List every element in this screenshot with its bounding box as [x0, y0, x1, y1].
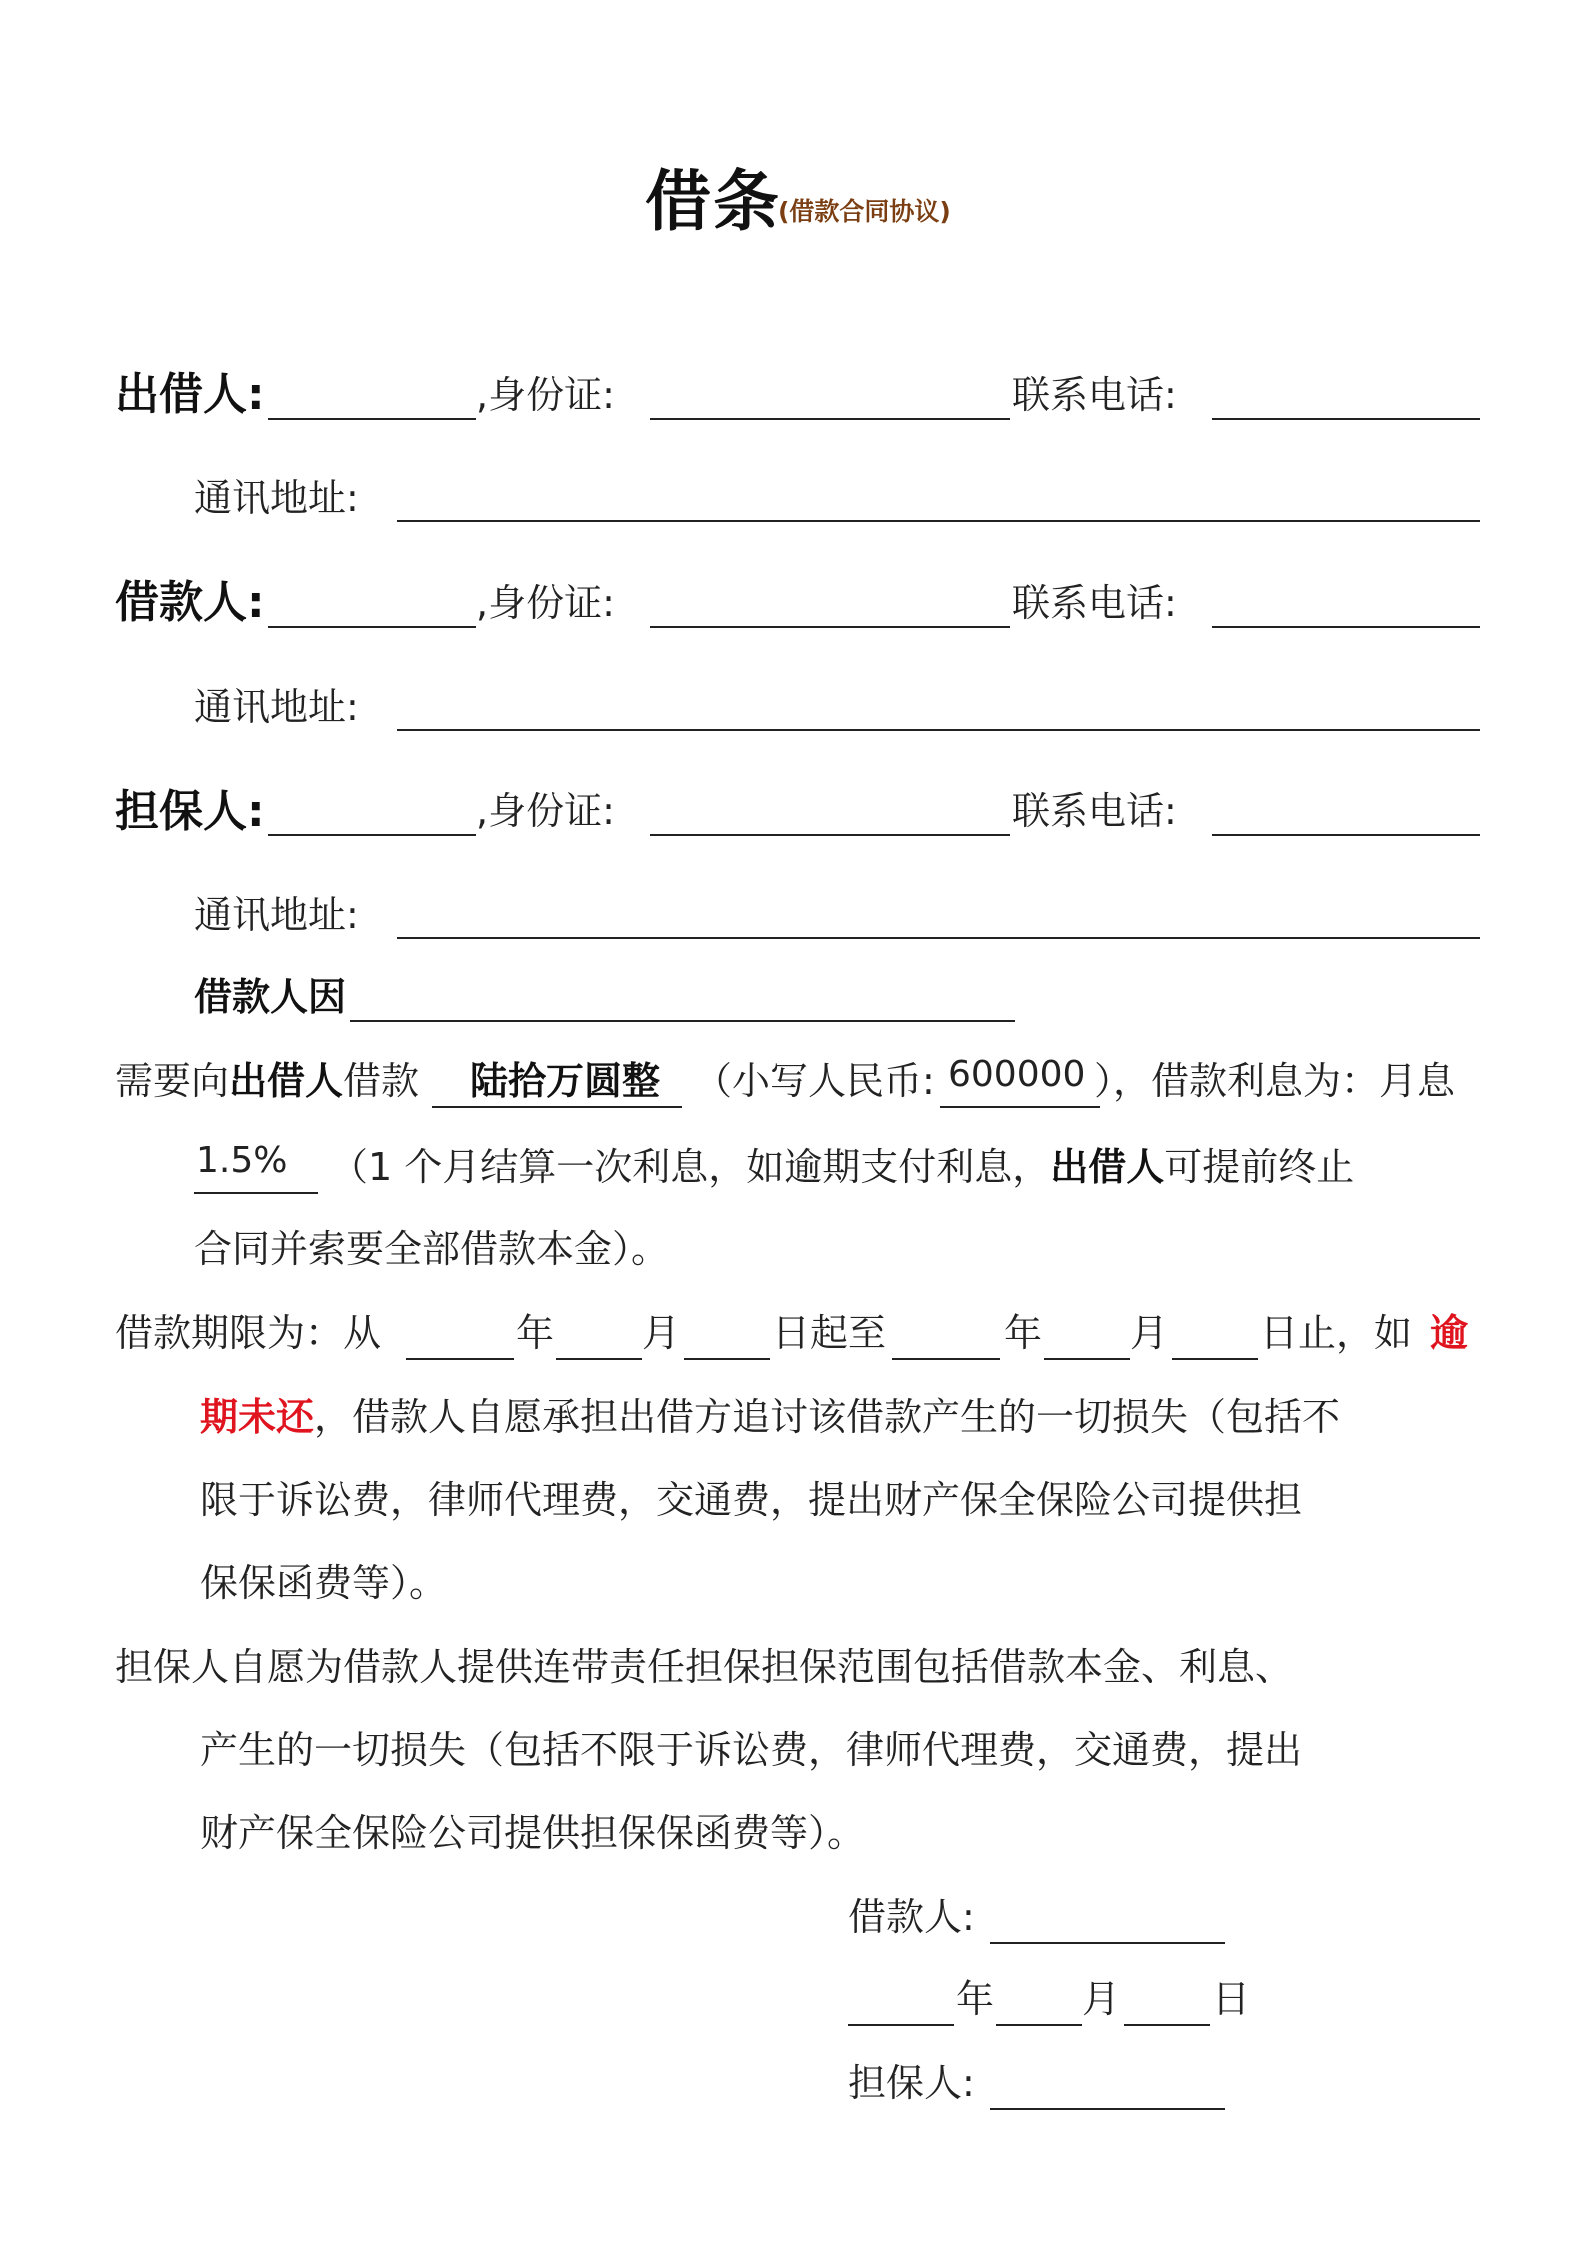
term-end-day-field[interactable]: [1172, 1358, 1258, 1360]
term-line-4: 保保函费等）。: [200, 1561, 448, 1605]
guarantor-phone-label: 联系电话:: [1012, 789, 1177, 833]
term-end-year-label: 年: [1004, 1311, 1043, 1355]
lender-id-field[interactable]: [650, 418, 1010, 420]
signature-month-field[interactable]: [996, 2024, 1082, 2026]
loan-lender-word: 出借人: [229, 1059, 344, 1103]
guarantor-address-label: 通讯地址:: [194, 893, 359, 937]
lender-address-label: 通讯地址:: [194, 476, 359, 520]
interest-rate-line: [194, 1192, 318, 1194]
term-start-day-label: 日起至: [772, 1311, 887, 1355]
term-line-2: [200, 1386, 1340, 1441]
signature-month-label: 月: [1082, 1977, 1121, 2021]
signature-day-field[interactable]: [1124, 2024, 1210, 2026]
term-line-2-text: ，借款人自愿承担出借方追讨该借款产生的一切损失（包括不: [314, 1395, 1341, 1439]
guarantor-name-field[interactable]: [268, 834, 476, 836]
lender-phone-label: 联系电话:: [1012, 373, 1177, 417]
term-end-day-label: 日止，如: [1260, 1311, 1413, 1355]
guarantee-line-3: 财产保全保险公司提供担保保函费等）。: [200, 1811, 866, 1855]
loan-terms-line-2: [330, 1136, 1354, 1191]
loan-reason-field[interactable]: [350, 1020, 1015, 1022]
term-end-month-label: 月: [1130, 1311, 1169, 1355]
loan-text-p2c: 可提前终止: [1164, 1145, 1355, 1189]
page-title: 借条: [645, 163, 781, 240]
term-start-year-label: 年: [516, 1311, 555, 1355]
overdue-text-b: 期未还: [200, 1395, 315, 1439]
term-end-year-field[interactable]: [892, 1358, 1000, 1360]
guarantor-label: 担保人:: [115, 786, 265, 837]
borrower-id-label: ,身份证:: [476, 581, 615, 625]
amount-in-figures[interactable]: 600000: [948, 1054, 1086, 1095]
amount-words-line: [432, 1106, 682, 1108]
loan-reason-label: 借款人因: [194, 975, 347, 1019]
loan-lender-word-2: 出借人: [1050, 1145, 1165, 1189]
loan-terms-line-3: 合同并索要全部借款本金）。: [194, 1227, 670, 1271]
loan-text-p2a: （1 个月结算一次利息，如逾期支付利息，: [330, 1145, 1051, 1189]
guarantee-line-2: 产生的一切损失（包括不限于诉讼费，律师代理费，交通费，提出: [200, 1728, 1303, 1772]
signature-year-field[interactable]: [848, 2024, 954, 2026]
page-subtitle: (借款合同协议): [778, 197, 951, 226]
lender-name-field[interactable]: [268, 418, 476, 420]
term-start-month-field[interactable]: [556, 1358, 642, 1360]
guarantor-address-field[interactable]: [397, 937, 1480, 939]
signature-year-label: 年: [956, 1977, 995, 2021]
signature-guarantor-label: 担保人:: [848, 2061, 975, 2105]
lender-phone-field[interactable]: [1212, 418, 1480, 420]
signature-borrower-field[interactable]: [990, 1942, 1225, 1944]
lender-id-label: ,身份证:: [476, 373, 615, 417]
term-start-day-field[interactable]: [684, 1358, 770, 1360]
term-label: 借款期限为：从: [115, 1311, 382, 1355]
amount-in-words[interactable]: 陆拾万圆整: [470, 1059, 661, 1103]
borrower-phone-field[interactable]: [1212, 626, 1480, 628]
overdue-text-a: 逾: [1430, 1311, 1469, 1355]
lender-address-field[interactable]: [397, 520, 1480, 522]
term-end-month-field[interactable]: [1044, 1358, 1130, 1360]
lender-label: 出借人:: [115, 369, 265, 420]
amount-figure-line: [940, 1106, 1100, 1108]
borrower-label: 借款人:: [115, 577, 265, 628]
loan-text-c: 借款: [343, 1059, 420, 1103]
interest-rate[interactable]: 1.5%: [196, 1140, 288, 1181]
borrower-phone-label: 联系电话:: [1012, 581, 1177, 625]
guarantor-id-label: ,身份证:: [476, 789, 615, 833]
loan-text-a: 需要向: [115, 1059, 230, 1103]
signature-guarantor-field[interactable]: [990, 2108, 1225, 2110]
guarantor-phone-field[interactable]: [1212, 834, 1480, 836]
signature-day-label: 日: [1212, 1977, 1251, 2021]
signature-borrower-label: 借款人:: [848, 1895, 975, 1939]
loan-terms-line-1: [115, 1050, 419, 1105]
borrower-id-field[interactable]: [650, 626, 1010, 628]
term-start-year-field[interactable]: [406, 1358, 514, 1360]
amount-figure-label: （小写人民币:: [694, 1059, 935, 1103]
guarantee-line-1: 担保人自愿为借款人提供连带责任担保担保范围包括借款本金、利息、: [115, 1645, 1294, 1689]
interest-label: ），借款利息为：月息: [1094, 1059, 1456, 1103]
borrower-name-field[interactable]: [268, 626, 476, 628]
borrower-address-field[interactable]: [397, 729, 1480, 731]
borrower-address-label: 通讯地址:: [194, 685, 359, 729]
term-start-month-label: 月: [642, 1311, 681, 1355]
term-line-3: 限于诉讼费，律师代理费，交通费，提出财产保全保险公司提供担: [200, 1478, 1303, 1522]
guarantor-id-field[interactable]: [650, 834, 1010, 836]
